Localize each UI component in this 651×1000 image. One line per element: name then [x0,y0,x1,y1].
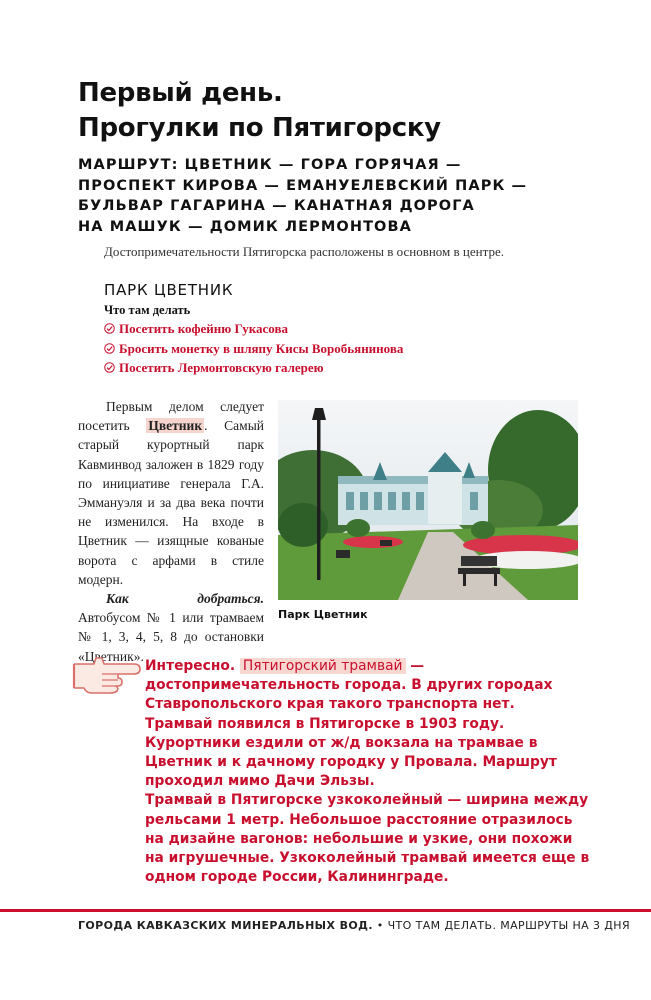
page-title-line-2: Прогулки по Пятигорску [78,113,441,143]
park-photo [278,400,578,600]
todo-item-label: Посетить кофейню Гукасова [119,321,288,336]
text-run: . Самый старый курортный парк Кавминвод заложен в 1829 году по инициативе генерала Г.А. Эммануэля и за два века почти не изменился. На входе в Цветник — изящные кованые ворота с арфами в стиле модерн. [78,418,264,587]
section-body-text [78,397,264,666]
todo-item-label: Бросить монетку в шляпу Кисы Воробьянинова [119,340,404,356]
page-title [78,76,598,146]
callout-paragraph: Трамвай появился в Пятигорске в 1903 году. Курортники ездили от ж/д вокзала на трамвае в Цветник и к дачному городку у Провала. Маршрут проходил мимо Дачи Эльзы. [145,715,557,790]
todo-item [104,339,403,359]
photo-caption: Парк Цветник [278,608,368,621]
intro-text: Достопримечательности Пятигорска расположены в основном в центре. [104,244,504,259]
paragraph [78,397,264,589]
route-line: НА МАШУК — ДОМИК ЛЕРМОНТОВА [78,218,412,235]
todo-item [104,319,403,339]
todo-title: Что там делать [104,303,191,317]
section-heading: ПАРК ЦВЕТНИК [104,281,234,299]
route-line: БУЛЬВАР ГАГАРИНА — КАНАТНАЯ ДОРОГА [78,198,475,214]
page-title-line-1: Первый день. [78,78,283,108]
route-heading [78,155,598,237]
highlighted-term: Цветник [148,418,203,434]
footer-book-title: ГОРОДА КАВКАЗСКИХ МИНЕРАЛЬНЫХ ВОД. [78,919,373,932]
todo-item [104,358,403,378]
callout-label: Интересно. [145,658,236,674]
route-line: МАРШРУТ: ЦВЕТНИК — ГОРА ГОРЯЧАЯ — [78,157,462,173]
callout-paragraph: Трамвай в Пятигорске узкоколейный — ширина между рельсами 1 метр. Небольшое расстояние отразилось на дизайне вагонов: небольшие и узкие, они похожи на игрушечные. Узкоколейный трамвай имеется еще в одном городе России, Калининграде. [145,792,590,886]
callout-text: — достопримечательность города. В других городах Ставропольского края такого транспорта нет. [145,658,553,713]
check-circle-icon [104,343,115,354]
todo-item-label: Посетить Лермонтовскую галерею [119,360,324,375]
check-circle-icon [104,323,115,334]
interesting-callout [145,657,590,887]
pointing-hand-icon [72,650,142,694]
how-to-get-label: Как добраться. [106,591,264,607]
callout-paragraph [145,657,590,715]
check-circle-icon [104,362,115,373]
footer-divider [0,909,651,912]
todo-list [104,319,403,378]
footer-chapter: ЧТО ТАМ ДЕЛАТЬ. МАРШРУТЫ НА 3 ДНЯ [387,919,631,932]
running-footer [78,919,630,932]
footer-bullet: • [372,919,388,932]
callout-highlight: Пятигорский трамвай [240,658,406,674]
text-run: Первым делом следует посетить [78,399,264,434]
text-run: Автобусом № 1 или трамваем № 1, 3, 4, 5, 8 до остановки «Цветник». [78,610,264,664]
route-line: ПРОСПЕКТ КИРОВА — ЕМАНУЕЛЕВСКИЙ ПАРК — [78,177,528,194]
